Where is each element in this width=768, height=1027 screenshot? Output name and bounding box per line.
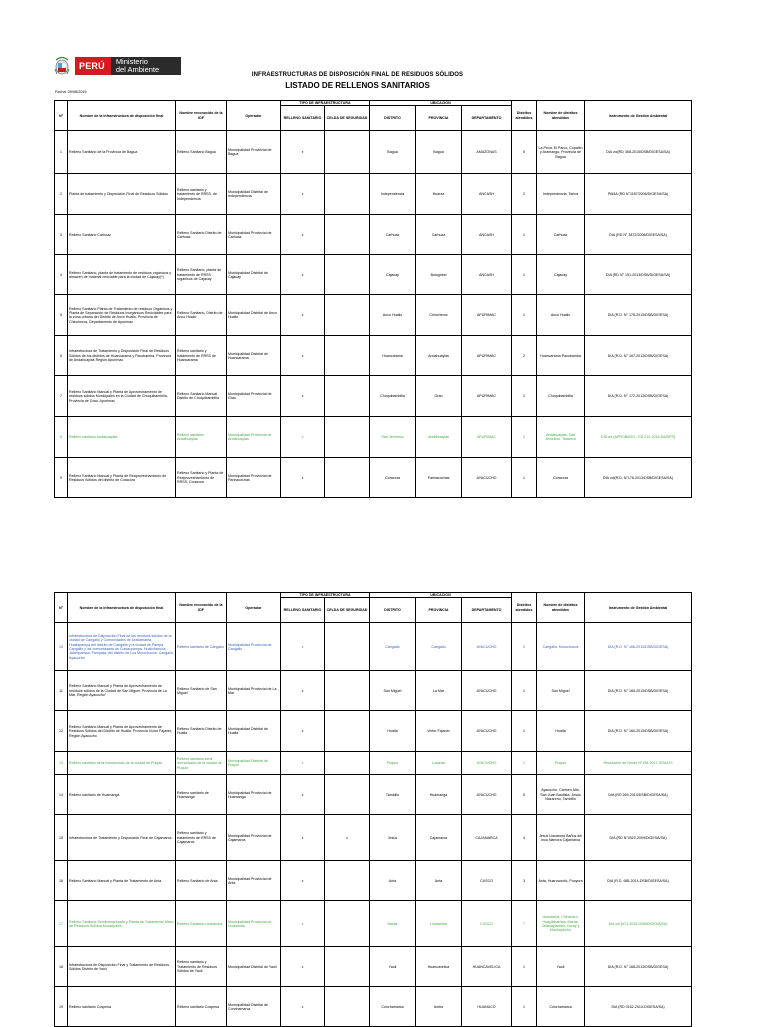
cell-instrumento: DIA (R.D. N° 166-2013/DSB/DIGESA) (585, 623, 692, 671)
cell-atendidos: 1 (512, 752, 537, 775)
cell-nombre: Infraestructura de Tratamiento y Disposición Final de Cajamarca (68, 815, 176, 861)
cell-reconocido: Relleno Sanitario Bagua (176, 131, 227, 174)
ministerio-line2: del Ambiente (115, 65, 160, 74)
ministerio-line1: Ministerio (115, 57, 148, 66)
cell-nombres: Puquio (537, 752, 585, 775)
cell-relleno: x (281, 711, 325, 752)
cell-distrito: Maras (370, 901, 416, 947)
col-distritos-atendidos: Distritos atendidos (512, 101, 537, 131)
cell-n: 17 (55, 901, 68, 947)
cell-reconocido: Relleno sanitario Cospesa (176, 987, 227, 1027)
table-row (55, 417, 692, 458)
cell-departamento: ANCASH (462, 174, 512, 215)
cell-reconocido: Relleno Sanitario y Planta de Reaprovechamiento de RRSS, Coracora (176, 458, 227, 498)
cell-distrito: Puquio (370, 752, 416, 775)
table-row (55, 861, 692, 901)
cell-provincia: Cangallo (416, 623, 462, 671)
cell-relleno: x (281, 255, 325, 295)
cell-atendidos: 2 (512, 174, 537, 215)
col-nombre-distritos: Nombre de distritos atendidos (537, 101, 585, 131)
cell-distrito: Tambillo (370, 775, 416, 815)
cell-celda (325, 417, 370, 458)
cell-distrito: Anta (370, 861, 416, 901)
table-row (55, 215, 692, 255)
col-celda: CELDA DE SEGURIDAD (325, 106, 370, 131)
cell-n: 3 (55, 215, 68, 255)
cell-reconocido: Relleno sanitario y Tratamiento de Residuos Sólidos de Yauli (176, 947, 227, 987)
cell-reconocido: Relleno Sanitario Manual Distrito de Chuquibambilla (176, 376, 227, 417)
cell-reconocido: Relleno sanitario y tratamiento de RRSS, de Independencia (176, 174, 227, 215)
cell-atendidos: 1 (512, 215, 537, 255)
cell-departamento: HUANCAVELICA (462, 947, 512, 987)
peru-label: PERÚ (75, 57, 111, 75)
cell-departamento: APURIMAC (462, 295, 512, 336)
cell-nombres: Andahuaylas, San Jerónimo, Talavera (537, 417, 585, 458)
cell-instrumento: DIA (RD N° 191-2013/DSB/DIGESA/SA) (585, 255, 692, 295)
cell-instrumento: DIA (RD 0162-2010-DIGESA/SA) (585, 987, 692, 1027)
cell-nombres: Cangallo, Morochucos (537, 623, 585, 671)
table-row (55, 458, 692, 498)
cell-reconocido: Relleno sanitario de Huamanga (176, 775, 227, 815)
cell-operador: Municipalidad Provincial de Andahuaylas (227, 417, 281, 458)
cell-operador: Municipalidad Provincial de Parinacochas (227, 458, 281, 498)
cell-reconocido: Relleno sanitario de Cangallo (176, 623, 227, 671)
cell-celda (325, 336, 370, 376)
cell-operador: Municipalidad Distrital de Conchamarca (227, 987, 281, 1027)
cell-nombres: Ayacucho, Carmen Alto, San Juan Bautista, Jesús Nazareno, Tambillo (537, 775, 585, 815)
cell-distrito: Conchamarca (370, 987, 416, 1027)
cell-celda (325, 671, 370, 711)
cell-departamento: CUSCO (462, 901, 512, 947)
cell-celda (325, 987, 370, 1027)
cell-celda (325, 215, 370, 255)
col-distrito: DISTRITO (370, 106, 416, 131)
cell-atendidos: 1 (512, 458, 537, 498)
cell-departamento: ANCASH (462, 215, 512, 255)
cell-provincia: Ambo (416, 987, 462, 1027)
cell-departamento: AMAZONAS (462, 131, 512, 174)
cell-distrito: Huancarama (370, 336, 416, 376)
cell-provincia: Carhuaz (416, 215, 462, 255)
cell-nombres: Hualla (537, 711, 585, 752)
cell-instrumento: DIA (RD 269-2014/DSB/DIGESA/SA) (585, 775, 692, 815)
cell-provincia: Andahuaylas (416, 336, 462, 376)
cell-relleno: x (281, 458, 325, 498)
col-nombre: Nombre de la Infraestructura de disposición final (68, 593, 176, 623)
rellenos-table-page2 (54, 592, 692, 1027)
cell-nombres: Jesus Llacanora Baños del Inca Namora Cajamarca (537, 815, 585, 861)
table2-body (55, 623, 692, 1027)
cell-provincia: Bagua (416, 131, 462, 174)
cell-operador: Municipalidad Provincial de La Mar (227, 671, 281, 711)
cell-celda (325, 947, 370, 987)
cell-distrito: Independencia (370, 174, 416, 215)
cell-departamento: ANCASH (462, 255, 512, 295)
cell-nombre: Relleno Sanitario, planta de tratamiento de residuos orgánicos y almacen de material reciclable para la ciudad de Cajacay(*) (68, 255, 176, 295)
cell-relleno: x (281, 215, 325, 255)
col-tipo-group: TIPO DE INFRAESTRUCTURA (281, 101, 370, 106)
table-row (55, 987, 692, 1027)
table-row (55, 336, 692, 376)
cell-departamento: AYACUCHO (462, 671, 512, 711)
cell-departamento: AYACUCHO (462, 775, 512, 815)
cell-n: 10 (55, 623, 68, 671)
cell-instrumento: DIA (R.D. N° 168-2013/DSB/DIGESA) (585, 947, 692, 987)
col-provincia: PROVINCIA (416, 598, 462, 623)
cell-nombre: Relleno sanitario de Huamanga (68, 775, 176, 815)
cell-operador: Municipalidad Provincial de Anta (227, 861, 281, 901)
cell-n: 7 (55, 376, 68, 417)
cell-celda (325, 623, 370, 671)
cell-reconocido: Relleno sanitario y tratamiento de RRSS de Huancarama (176, 336, 227, 376)
col-tipo-group: TIPO DE INFRAESTRUCTURA (281, 593, 370, 598)
cell-instrumento: DIA vol (071-2015-DSB/DIGESA/SA) (585, 901, 692, 947)
cell-departamento: HUANUCO (462, 987, 512, 1027)
cell-celda (325, 861, 370, 901)
cell-celda (325, 901, 370, 947)
col-ubicacion-group: UBICACION (370, 101, 512, 106)
cell-provincia: La Mar (416, 671, 462, 711)
col-ubicacion-group: UBICACION (370, 593, 512, 598)
col-relleno: RELLENO SANITARIO (281, 106, 325, 131)
col-reconocido: Nombre reconocido de la IDF (176, 593, 227, 623)
table-row (55, 901, 692, 947)
cell-nombre: Relleno Sanitario Manual y Planta de Aprovechamiento de residuos sólidos Municipales en la Ciudad de Chuquibambilla, Provincia de Grau. Apurímac (68, 376, 176, 417)
cell-reconocido: Relleno Sanitario, Distrito de Anco Huallo (176, 295, 227, 336)
table-row (55, 174, 692, 215)
cell-nombre: Relleno Sanitario Semimecanizado y Planta de Tratamiento Mixto de Residuos Sólidos Municipales (68, 901, 176, 947)
table-row (55, 752, 692, 775)
cell-reconocido: Relleno Sanitario, planta de tratamiento de RRSS orgánicos de Cajacay (176, 255, 227, 295)
cell-nombre: Infraestructura de Disposición Final y Tratamiento de Residuos Sólidos Distrito de Yauli (68, 947, 176, 987)
cell-relleno: x (281, 174, 325, 215)
cell-provincia: Huancavelica (416, 947, 462, 987)
cell-nombre: Relleno Sanitario Manual y Planta de Reaprovechamiento de Residuos Sólidos del distrito de Coracora (68, 458, 176, 498)
cell-nombre: Relleno sanitario semi mecanizado de la ciudad de Puquio (68, 752, 176, 775)
date-label: Fecha: 09/08/2019 (55, 90, 87, 94)
cell-nombre: Relleno sanitario Andahuaylas (68, 417, 176, 458)
cell-relleno: x (281, 815, 325, 861)
cell-celda (325, 458, 370, 498)
cell-atendidos: 5 (512, 775, 537, 815)
cell-n: 15 (55, 815, 68, 861)
cell-atendidos: 2 (512, 336, 537, 376)
cell-nombres: Conchamarca (537, 987, 585, 1027)
cell-distrito: Bagua (370, 131, 416, 174)
cell-n: 14 (55, 775, 68, 815)
table-row (55, 815, 692, 861)
cell-nombres: Cajacay (537, 255, 585, 295)
cell-distrito: Yauli (370, 947, 416, 987)
cell-distrito: Hualla (370, 711, 416, 752)
cell-reconocido: Relleno Sanitario de San Miguel (176, 671, 227, 711)
cell-instrumento: DIA (R.D. N° 178-2013/DSB/DIGESA) (585, 295, 692, 336)
cell-relleno: x (281, 775, 325, 815)
cell-distrito: San Miguel (370, 671, 416, 711)
cell-distrito: Cangallo (370, 623, 416, 671)
cell-operador: Municipalidad Distrital de Huancarama (227, 336, 281, 376)
cell-atendidos: 1 (512, 711, 537, 752)
cell-instrumento: DIA (RD N°0922-2009/DIGESA/SA) (585, 815, 692, 861)
cell-celda (325, 775, 370, 815)
table-row (55, 947, 692, 987)
table-row (55, 255, 692, 295)
cell-instrumento: DIA vol (APROBADO - RD 212-2016-SA/DPS) (585, 417, 692, 458)
col-instrumento: Instrumento de Gestión Ambiental (585, 101, 692, 131)
cell-reconocido: Relleno sanitario y tratamiento de RRSS de Cajamarca (176, 815, 227, 861)
table-row (55, 623, 692, 671)
cell-departamento: APURIMAC (462, 336, 512, 376)
cell-atendidos: 1 (512, 987, 537, 1027)
cell-nombre: Infraestructura de Tratamiento y Disposición Final de Residuos Sólidos de los distritos de Huancarama y Pacobamba, Provincia de Andahuaylas Región Apurímac (68, 336, 176, 376)
cell-operador: Municipalidad Provincial de Urubamba (227, 901, 281, 947)
cell-n: 1 (55, 131, 68, 174)
cell-nombre: Relleno Sanitario Manual y Planta de Aprovechamiento de Residuos Sólidos del Distrito de Hualla, Provincia Víctor Fajardo, Región Ayacucho (68, 711, 176, 752)
cell-departamento: APURIMAC (462, 376, 512, 417)
cell-instrumento: DIA (R.D. 685-2014-DSB/DIGESA/SA) (585, 861, 692, 901)
cell-nombre: Relleno Sanitario Planta de Tratamiento de residuos Orgánicos y Planta de Separación de Residuos Inorgánicos Reciclables para la zona urbana del Distrito de Anco Huallo, Provincia de Chincheros, Departamento de Apurimac (68, 295, 176, 336)
cell-n: 5 (55, 295, 68, 336)
cell-departamento: AYACUCHO (462, 623, 512, 671)
document-subtitle: LISTADO DE RELLENOS SANITARIOS (285, 81, 430, 90)
cell-celda (325, 131, 370, 174)
cell-distrito: Anco Huallo (370, 295, 416, 336)
cell-instrumento: DIA (R.D. N° 172-2013/DSB/DIGESA) (585, 376, 692, 417)
cell-atendidos: 1 (512, 376, 537, 417)
cell-relleno: x (281, 417, 325, 458)
cell-nombre: Relleno Sanitario Manual y Planta de Aprovechamiento de residuos sólidos de la Ciudad de San Miguel, Provincia de La Mar, Región Ayacucho" (68, 671, 176, 711)
cell-n: 11 (55, 671, 68, 711)
cell-atendidos: 1 (512, 947, 537, 987)
cell-provincia: Victor Fajardo (416, 711, 462, 752)
cell-nombre: Relleno Sanitario Carhuaz (68, 215, 176, 255)
cell-provincia: Grau (416, 376, 462, 417)
cell-n: 8 (55, 417, 68, 458)
cell-nombres: La Peca, El Parco, Copallín y Aramango, Provincia de Bagua (537, 131, 585, 174)
cell-provincia: Urubamba (416, 901, 462, 947)
cell-operador: Municipalidad Distrital de Yauli (227, 947, 281, 987)
col-nombre: Nombre de la Infraestructura de disposición final (68, 101, 176, 131)
cell-celda (325, 376, 370, 417)
cell-distrito: Carhuaz (370, 215, 416, 255)
cell-n: 13 (55, 752, 68, 775)
cell-departamento: CAJAMARCA (462, 815, 512, 861)
document-title: INFRAESTRUCTURAS DE DISPOSICIÓN FINAL DE RESIDUOS SÓLIDOS (251, 72, 464, 78)
cell-instrumento: DIA vol(RD 368-2015/DSB/DIGESA/SA) (585, 131, 692, 174)
cell-operador: Municipalidad Distrital de Puquio (227, 752, 281, 775)
cell-nombres: Carhuaz (537, 215, 585, 255)
cell-departamento: AYACUCHO (462, 458, 512, 498)
cell-relleno: x (281, 752, 325, 775)
cell-nombres: Urubamba, Chinchero, Huayllabamba, Maras, Ollantaytambo, Yucay y Machupicchu (537, 901, 585, 947)
cell-nombre: Infraestructura de Disposición Final de los residuos sólidos de la ciudad de Cangallo y Comunidades de Urallamanta, Huallapampa del distrito de Cangallo y la ciudad de Pampa Cangallo y las comunidades de Cuisacpampa, Huallchancca, Jalampampa, Pampata, del distrito de Los Morochucos, Cangallo, Ayacucho (68, 623, 176, 671)
table-row (55, 671, 692, 711)
cell-relleno: x (281, 623, 325, 671)
cell-operador: Municipalidad Distrital de Independencia (227, 174, 281, 215)
cell-n: 6 (55, 336, 68, 376)
cell-provincia: Lucanas (416, 752, 462, 775)
col-reconocido: Nombre reconocido de la IDF (176, 101, 227, 131)
col-distrito: DISTRITO (370, 598, 416, 623)
cell-relleno: x (281, 901, 325, 947)
cell-reconocido: Relleno Sanitario Distrito de Hualla (176, 711, 227, 752)
cell-relleno: x (281, 947, 325, 987)
cell-distrito: Cajacay (370, 255, 416, 295)
cell-reconocido: Relleno sanitario Andahuaylas (176, 417, 227, 458)
cell-departamento: AYACUCHO (462, 752, 512, 775)
cell-reconocido: Relleno Sanitario Urubamba (176, 901, 227, 947)
cell-relleno: x (281, 295, 325, 336)
cell-n: 16 (55, 861, 68, 901)
cell-atendidos: 2 (512, 623, 537, 671)
cell-distrito: Chuquibambilla (370, 376, 416, 417)
cell-celda (325, 255, 370, 295)
cell-atendidos: 1 (512, 255, 537, 295)
rellenos-table-page1 (54, 100, 692, 498)
col-operador: Operador (227, 593, 281, 623)
cell-nombres: Coracora (537, 458, 585, 498)
cell-instrumento: DIA (R.D. N° 167-2013/DSB/DIGESA) (585, 336, 692, 376)
cell-celda (325, 711, 370, 752)
table-row (55, 295, 692, 336)
cell-celda (325, 174, 370, 215)
cell-relleno: x (281, 671, 325, 711)
table-row (55, 711, 692, 752)
cell-distrito: Coracora (370, 458, 416, 498)
cell-nombre: Planta de tratamiento y Disposición Final de Residuos Sólidos (68, 174, 176, 215)
col-departamento: DEPARTAMENTO (462, 598, 512, 623)
cell-operador: Municipalidad Distrital de Hualla (227, 711, 281, 752)
table-row (55, 131, 692, 174)
cell-atendidos: 7 (512, 901, 537, 947)
cell-n: 12 (55, 711, 68, 752)
cell-relleno: x (281, 861, 325, 901)
cell-instrumento: DIA (R.D. N° 160-2013/DSB/DIGESA) (585, 711, 692, 752)
cell-nombres: San Miguel (537, 671, 585, 711)
cell-nombres: Huancarama Pacobamba (537, 336, 585, 376)
cell-nombres: Chuquibambilla (537, 376, 585, 417)
cell-reconocido: Relleno Sanitario Distrito de Carhuaz (176, 215, 227, 255)
cell-reconocido: Relleno sanitario semi mecanizado de la ciudad de Puquio (176, 752, 227, 775)
cell-n: 18 (55, 947, 68, 987)
cell-provincia: Bolognesi (416, 255, 462, 295)
cell-provincia: Chincheros (416, 295, 462, 336)
cell-nombre: Relleno sanitario Cospesa (68, 987, 176, 1027)
cell-operador: Municipalidad Distrital de Anco Huallo (227, 295, 281, 336)
col-provincia: PROVINCIA (416, 106, 462, 131)
col-distritos-atendidos: Distritos atendidos (512, 593, 537, 623)
cell-nombres: Independencia, Tarica (537, 174, 585, 215)
cell-relleno: x (281, 987, 325, 1027)
cell-distrito: Jesús (370, 815, 416, 861)
cell-relleno: x (281, 376, 325, 417)
cell-operador: Municipalidad Provincial de Cajamarca (227, 815, 281, 861)
cell-provincia: Anta (416, 861, 462, 901)
cell-reconocido: Relleno Sanitario de Anta (176, 861, 227, 901)
cell-nombre: Relleno Sanitario de la Provincia de Bagua (68, 131, 176, 174)
cell-atendidos: 3 (512, 417, 537, 458)
table-row (55, 775, 692, 815)
col-departamento: DEPARTAMENTO (462, 106, 512, 131)
table-row (55, 376, 692, 417)
cell-atendidos: 1 (512, 295, 537, 336)
cell-n: 4 (55, 255, 68, 295)
cell-celda (325, 752, 370, 775)
cell-distrito: San Jerónimo (370, 417, 416, 458)
col-instrumento: Instrumento de Gestión Ambiental (585, 593, 692, 623)
col-n: N° (55, 101, 68, 131)
cell-operador: Municipalidad Provincial de Huamanga (227, 775, 281, 815)
cell-instrumento: Resolución de Gerdo N°198-2017-GRA/GS (585, 752, 692, 775)
cell-n: 2 (55, 174, 68, 215)
cell-instrumento: DIA (R.D. N° 165-2013/DSB/DIGESA) (585, 671, 692, 711)
cell-celda: x (325, 815, 370, 861)
cell-operador: Municipalidad Provincial de Cangallo (227, 623, 281, 671)
col-n: N° (55, 593, 68, 623)
col-operador: Operador (227, 101, 281, 131)
cell-provincia: Parinacochas (416, 458, 462, 498)
cell-provincia: Huaraz (416, 174, 462, 215)
cell-instrumento: DIA vol(R.D. N°176-2013/DSB/DIGESA/SA) (585, 458, 692, 498)
cell-operador: Municipalidad Provincial de Bagua (227, 131, 281, 174)
cell-operador: Municipalidad Provincial de Carhuaz (227, 215, 281, 255)
cell-instrumento: PAMA (RD N°1187/2006/DIGESA/SA) (585, 174, 692, 215)
cell-provincia: Andahuaylas (416, 417, 462, 458)
cell-provincia: Huamanga (416, 775, 462, 815)
cell-operador: Municipalidad Provincial de Grau (227, 376, 281, 417)
cell-celda (325, 295, 370, 336)
cell-atendidos: 4 (512, 815, 537, 861)
col-celda: CELDA DE SEGURIDAD (325, 598, 370, 623)
cell-instrumento: DIA (RD N° 3872/2006/DIGESA/SA) (585, 215, 692, 255)
cell-n: 9 (55, 458, 68, 498)
cell-operador: Municipalidad Distrital de Cajacay (227, 255, 281, 295)
cell-nombres: Anco Huallo (537, 295, 585, 336)
cell-nombre: Relleno Sanitario Manual y Planta de Tratamiento de Anta (68, 861, 176, 901)
cell-atendidos: 1 (512, 671, 537, 711)
cell-atendidos: 5 (512, 131, 537, 174)
cell-departamento: CUSCO (462, 861, 512, 901)
col-relleno: RELLENO SANITARIO (281, 598, 325, 623)
cell-nombres: Yauli (537, 947, 585, 987)
cell-atendidos: 3 (512, 861, 537, 901)
col-nombre-distritos: Nombre de distritos atendidos (537, 593, 585, 623)
cell-departamento: AYACUCHO (462, 711, 512, 752)
cell-provincia: Cajamarca (416, 815, 462, 861)
cell-departamento: APURIMAC (462, 417, 512, 458)
cell-nombres: Anta, Huarocondo, Pucyura (537, 861, 585, 901)
cell-relleno: x (281, 131, 325, 174)
cell-n: 19 (55, 987, 68, 1027)
cell-relleno: x (281, 336, 325, 376)
table1-body (55, 131, 692, 498)
